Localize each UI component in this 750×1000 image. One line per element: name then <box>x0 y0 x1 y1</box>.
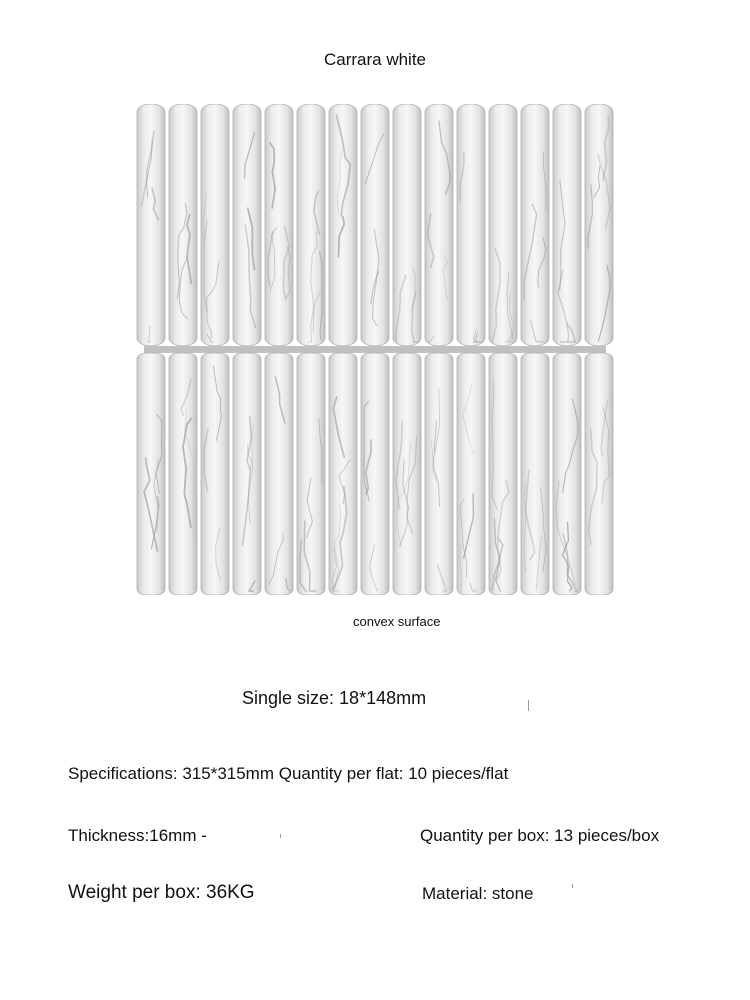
marble-stick <box>233 353 261 595</box>
marble-stick <box>265 104 293 346</box>
product-title: Carrara white <box>323 50 427 69</box>
quantity-per-box-text: Quantity per box: 13 pieces/box <box>420 826 660 845</box>
stray-mark <box>280 834 281 838</box>
marble-stick <box>201 353 229 595</box>
single-size-text: Single size: 18*148mm <box>242 688 427 708</box>
surface-caption: convex surface <box>353 614 441 629</box>
marble-stick <box>457 104 485 346</box>
marble-stick <box>233 104 261 346</box>
marble-stick <box>137 104 165 346</box>
marble-stick <box>489 104 517 346</box>
marble-stick <box>361 104 389 346</box>
stray-mark <box>528 700 529 711</box>
specifications-text: Specifications: 315*315mm Quantity per flat: 10 pieces/flat <box>68 764 509 783</box>
mosaic-sheet-graphic <box>136 104 614 595</box>
marble-stick <box>169 353 197 595</box>
marble-stick <box>169 104 197 346</box>
marble-mosaic-image <box>136 104 614 595</box>
stray-mark <box>572 884 573 888</box>
thickness-text: Thickness:16mm - <box>68 826 207 845</box>
marble-stick <box>553 104 581 346</box>
marble-stick <box>585 104 613 346</box>
weight-per-box-text: Weight per box: 36KG <box>68 882 255 903</box>
marble-stick <box>137 353 165 595</box>
marble-stick <box>393 104 421 346</box>
marble-stick <box>297 353 325 595</box>
marble-stick <box>297 104 325 346</box>
marble-stick <box>201 104 229 346</box>
marble-stick <box>361 353 389 595</box>
marble-stick <box>329 353 357 595</box>
material-text: Material: stone <box>422 884 534 903</box>
